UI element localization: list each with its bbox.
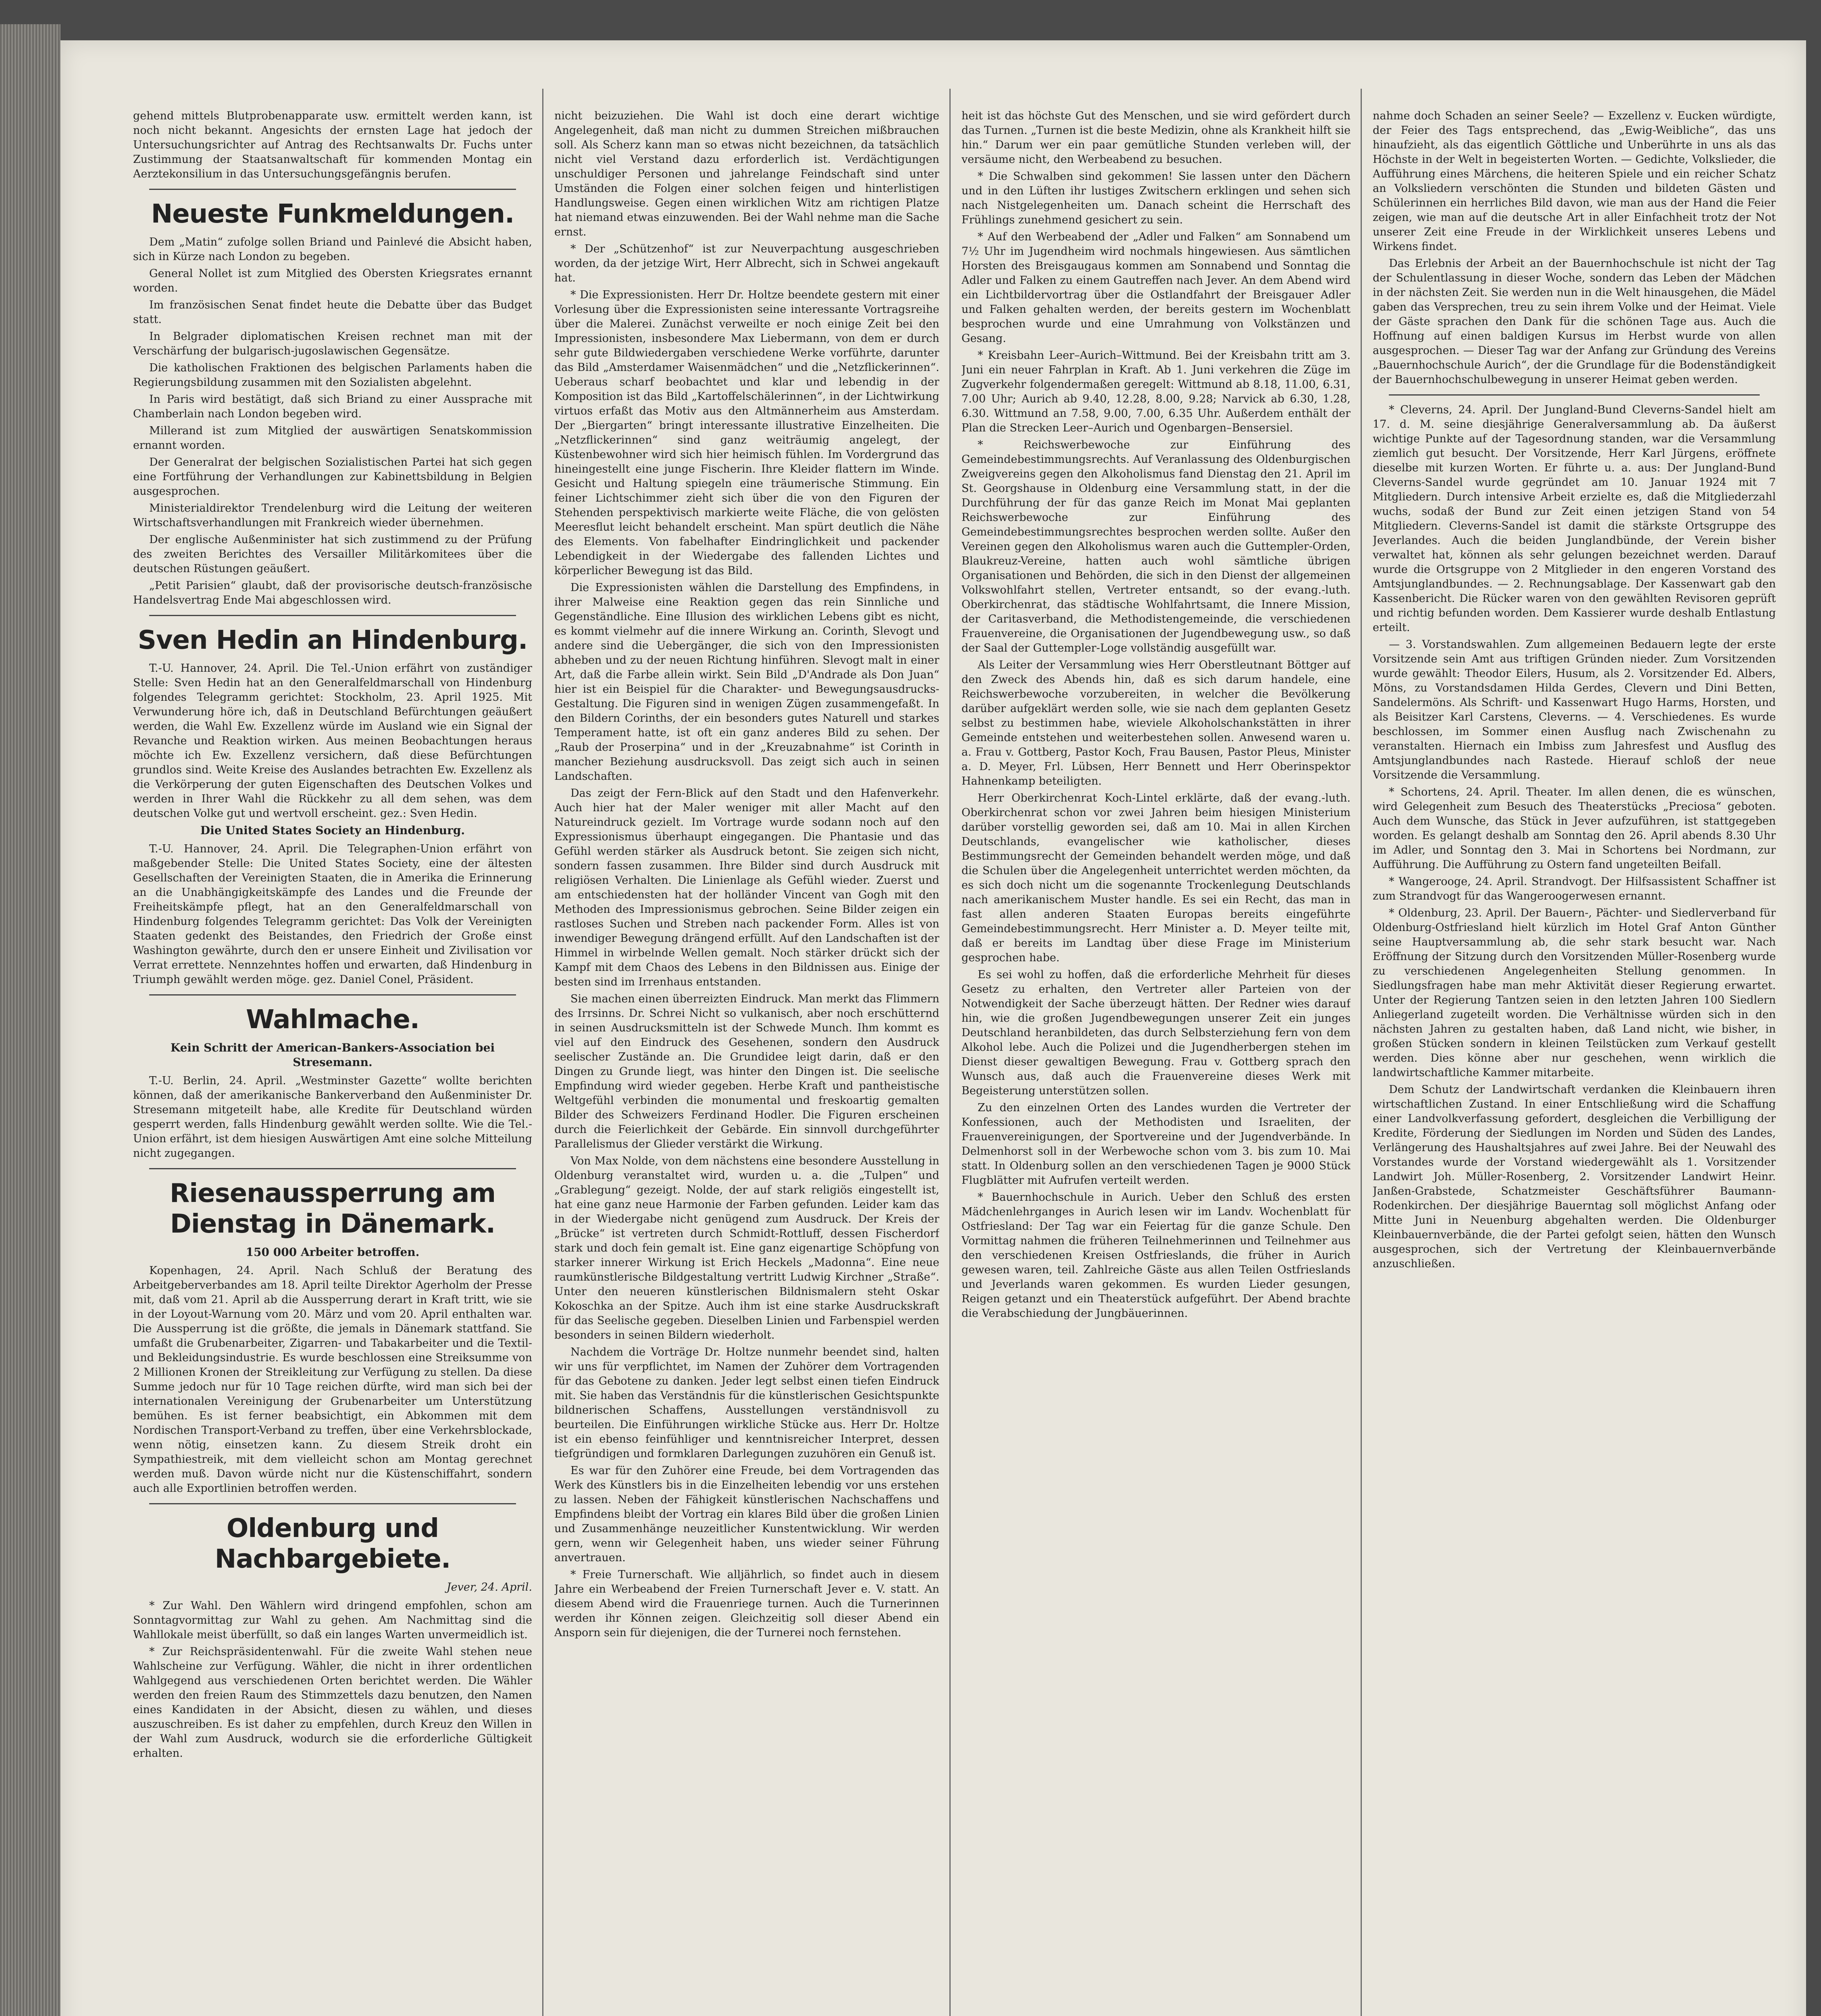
- article-paragraph: Als Leiter der Versammlung wies Herr Oberstleutnant Böttger auf den Zweck des Abends hin, daß es sich darum handele, eine Reichswerbewoche vorzubereiten, in welcher die Bevölkerung darüber aufgeklärt werden solle, wie sie nach dem geplanten Gesetz selbst zu bestimmen habe, wieviele Alkoholschankstätten in ihrer Gemeinde entstehen und weiterbestehen sollen. Anwesend waren u. a. Frau v. Gottberg, Pastor Koch, Frau Bausen, Pastor Pleus, Minister a. D. Meyer, Frl. Lübsen, Herr Bennett und Herr Oberinspektor Hahnenkamp beteiligten.: [961, 659, 1351, 787]
- article-paragraph: * Schortens, 24. April. Theater. Im allen denen, die es wünschen, wird Gelegenheit zum Besuch des Theaterstücks „Preciosa“ geboten. Auch dem Wunsche, das Stück in Jever aufzuführen, ist stattgegeben worden. Es gelangt deshalb am Sonntag den 26. April abends 8.30 Uhr im Adler, und Sonntag den 3. Mai in Schortens bei Nordmann, zur Aufführung. Die Aufführung zu Ostern fand ungeteilten Beifall.: [1373, 786, 1776, 871]
- article-paragraph: * Freie Turnerschaft. Wie alljährlich, so findet auch in diesem Jahre ein Werbeabend der Freien Turnerschaft Jever e. V. statt. An diesem Abend wird die Frauenriege turnen. Auch die Turnerinnen werden ihr Können zeigen. Gleichzeitig soll dieser Abend ein Ansporn sein für diejenigen, die der Turnerei noch fernstehen.: [554, 1568, 939, 1639]
- article-paragraph: * Reichswerbewoche zur Einführung des Gemeindebestimmungsrechts. Auf Veranlassung des Oldenburgischen Zweigvereins gegen den Alkoholismus fand Dienstag den 21. April im St. Georgshause in Oldenburg eine Versammlung statt, in der die Durchführung der für das ganze Reich im Monat Mai geplanten Reichswerbewoche zur Einführung des Gemeindebestimmungsrechtes besprochen werden sollte. Außer den Vereinen gegen den Alkoholismus waren auch die Guttempler-Orden, Blaukreuz-Vereine, hatten auch wohl sämtliche übrigen Organisationen und Behörden, die sich in den Dienst der allgemeinen Volkswohlfahrt stellen, Vertreter entsandt, so der evang.-luth. Oberkirchenrat, das städtische Wohlfahrtsamt, die Innere Mission, der Caritasverband, die Methodistengemeinde, die verschiedenen Frauenvereine, die Organisationen der Jugendbewegung usw., so daß der Saal der Guttempler-Loge vollständig ausgefüllt war.: [961, 439, 1351, 654]
- headline-riesenaussperrung: Riesenaussperrung am Dienstag in Dänemark.: [169, 1179, 496, 1239]
- article-paragraph: Das Erlebnis der Arbeit an der Bauernhochschule ist nicht der Tag der Schulentlassung in dieser Woche, sondern das Leben der Mädchen in der nächsten Zeit. Sie werden nun in die Welt hinausgehen, die Mädel gaben das Versprechen, treu zu sein ihrem Volke und der Heimat. Viele der Gäste sprachen den Dank für die schönen Tage aus. Auch die Hoffnung auf einen baldigen Kursus im Herbst wurde von allen ausgesprochen. — Dieser Tag war der Anfang zur Gründung des Vereins „Bauernhochschule Aurich“, der die Grundlage für die Bodenständigkeit der Bauernhochschulbewegung in unserer Heimat geben werden.: [1373, 257, 1776, 386]
- article-paragraph: Die katholischen Fraktionen des belgischen Parlaments haben die Regierungsbildung zusammen mit den Sozialisten abgelehnt.: [133, 362, 532, 389]
- column-rule: [1361, 89, 1362, 2016]
- column-3: [961, 109, 1351, 2016]
- headline-oldenburg: Oldenburg und Nachbargebiete.: [214, 1514, 451, 1574]
- article-paragraph: Zu den einzelnen Orten des Landes wurden die Vertreter der Konfessionen, auch der Methodisten und Israeliten, der Frauenvereinigungen, der Sportvereine und der Jugendverbände. In Delmenhorst soll in der Werbewoche schon vom 3. bis zum 10. Mai statt. In Oldenburg sollen an den verschiedenen Tagen je 9000 Stück Flugblätter mit Aufrufen verteilt werden.: [961, 1102, 1351, 1187]
- separator: [149, 189, 516, 190]
- article-paragraph: Sie machen einen überreizten Eindruck. Man merkt das Flimmern des Irrsinns. Dr. Schrei Nicht so vulkanisch, aber noch erschütternd in seinen Ausdrucksmitteln ist der Schwede Munch. Ihm kommt es viel auf den Eindruck des Gesehenen, sondern den Ausdruck seelischer Zustände an. Die Grundidee leigt darin, daß er den Dingen zu Grunde liegt, was hinter den Dingen ist. Die seelische Empfindung wird wieder gegeben. Herbe Kraft und pantheistische Weltgefühl verbinden die monumental und freskoartig gemalten Bilder des Schweizers Ferdinand Hodler. Die Figuren erscheinen durch die Feierlichkeit der Gebärde. Ein sinnvoll durchgeführter Parallelismus der Glieder verstärkt die Wirkung.: [554, 993, 939, 1150]
- article-paragraph: Der englische Außenminister hat sich zustimmend zu der Prüfung des zweiten Berichtes des Versailler Militärkomitees über die deutschen Rüstungen geäußert.: [133, 533, 532, 575]
- article-paragraph: * Bauernhochschule in Aurich. Ueber den Schluß des ersten Mädchenlehrganges in Aurich lesen wir im Landv. Wochenblatt für Ostfriesland: Der Tag war ein Feiertag für die ganze Schule. Den Vormittag nahmen die früheren Teilnehmerinnen und Teilnehmer aus den verschiedenen Kreisen Ostfrieslands, die früher in Aurich gewesen waren, teil. Zahlreiche Gäste aus allen Teilen Ostfrieslands und Jeverlands waren gekommen. Es wurden Lieder gesungen, Reigen getanzt und ein Theaterstück aufgeführt. Der Abend brachte die Verabschiedung der Jungbäuerinnen.: [961, 1191, 1351, 1320]
- column-rule: [949, 89, 951, 2016]
- article-paragraph: * Die Schwalben sind gekommen! Sie lassen unter den Dächern und in den Lüften ihr lustiges Zwitschern erklingen und sehen sich nach Nistgelegenheiten um. Danach scheint die Herrschaft des Frühlings zunehmend gesichert zu sein.: [961, 170, 1351, 226]
- dateline: Jever, 24. April.: [446, 1581, 532, 1593]
- article-paragraph: Im französischen Senat findet heute die Debatte über das Budget statt.: [133, 299, 532, 326]
- separator: [1389, 394, 1760, 396]
- article-paragraph: Kopenhagen, 24. April. Nach Schluß der Beratung des Arbeitgeberverbandes am 18. April teilte Direktor Agerholm der Presse mit, daß vom 21. April ab die Aussperrung derart in Kraft tritt, wie sie in der Loyout-Warnung vom 20. März und vom 20. April enthalten war. Die Aussperrung ist die größte, die jemals in Dänemark stattfand. Sie umfaßt die Grubenarbeiter, Zigarren- und Tabakarbeiter und die Textil- und Bekleidungsindustrie. Es wurde beschlossen eine Streiksumme von 2 Millionen Kronen der Streikleitung zur Verfügung zu stellen. Da diese Summe jedoch nur für 10 Tage reichen dürfte, wird man sich bei der internationalen Vereinigung der Grubenarbeiter um Unterstützung bemühen. Es ist ferner beabsichtigt, ein Abkommen mit dem Nordischen Transport-Verband zu treffen, über eine Verkehrsblockade, wenn nötig, einsetzen kann. Zu diesem Streik droht ein Sympathiestreik, mit dem vielleicht schon am Montag gerechnet werden muß. Davon würde nicht nur die Küstenschiffahrt, sondern auch alle Exportlinien betroffen werden.: [133, 1264, 532, 1495]
- article-paragraph: Die Expressionisten wählen die Darstellung des Empfindens, in ihrer Malweise eine Reaktion gegen das rein Sinnliche und Gegenständliche. Eine Illusion des wirklichen Lebens gibt es nicht, es kommt vielmehr auf die innere Wirkung an. Corinth, Slevogt und andere sind die Uebergänger, die sich von den Impressionisten abheben und zu der neuen Richtung hinführen. Slevogt malt in einer Art, daß die Farbe allein wirkt. Sein Bild „D'Andrade als Don Juan“ hier ist ein Beispiel für die Charakter- und Bewegungsausdrucks-Gestaltung. Die Figuren sind in wenigen Zügen zusammengefaßt. In den Bildern Corinths, der ein besonders gutes Naturell und starkes Temperament hatte, ist oft ein ganz anderes Bild zu sehen. Der „Raub der Proserpina“ und in der „Kreuzabnahme“ ist Corinth in mancher Beziehung ausdrucksvoll. Das zeigt sich auch in seinen Landschaften.: [554, 581, 939, 783]
- article-paragraph: In Paris wird bestätigt, daß sich Briand zu einer Aussprache mit Chamberlain nach London begeben wird.: [133, 393, 532, 420]
- separator: [149, 1168, 516, 1169]
- article-paragraph: Nachdem die Vorträge Dr. Holtze nunmehr beendet sind, halten wir uns für verpflichtet, im Namen der Zuhörer dem Vortragenden für das Gebotene zu danken. Jeder legt selbst einen tiefen Eindruck mit. Sie haben das Verständnis für die künstlerischen Gesichtspunkte bildnerischen Schaffens, Ausstellungen verständnisvoll zu beurteilen. Die Einführungen wirkliche Stücke aus. Herr Dr. Holtze ist ein ebenso feinfühliger und kenntnisreicher Interpret, dessen tiefgründigen und formklaren Darlegungen zuzuhören ein Genuß ist.: [554, 1346, 939, 1460]
- intro-text: gehend mittels Blutprobenapparate usw. ermittelt werden kann, ist noch nicht bekannt. Angesichts der ernsten Lage hat jedoch der Untersuchungsrichter auf Antrag des Rechtsanwalts Dr. Fuchs unter Zustimmung der Staatsanwaltschaft für kommenden Montag ein Aerztekonsilium in das Untersuchungsgefängnis berufen.: [133, 110, 532, 180]
- subheadline-riesenaussperrung: 150 000 Arbeiter betroffen.: [246, 1245, 420, 1259]
- article-paragraph: * Zur Reichspräsidentenwahl. Für die zweite Wahl stehen neue Wahlscheine zur Verfügung. Wähler, die nicht in ihrer ordentlichen Wahlgegend aus verschiedenen Orten berichtet werden. Die Wähler werden den freien Raum des Stimmzettels dazu benutzen, den Namen eines Kandidaten in der Absicht, diesen zu wählen, und dieses auszuschreiben. Es ist daher zu empfehlen, durch Kreuz den Willen in der Wahl zum Ausdruck, wodurch sie die erforderliche Gültigkeit erhalten.: [133, 1645, 532, 1760]
- article-paragraph: — 3. Vorstandswahlen. Zum allgemeinen Bedauern legte der erste Vorsitzende sein Amt aus triftigen Gründen nieder. Zum Vorsitzenden wurde gewählt: Theodor Eilers, Husum, als 2. Vorsitzender Ed. Albers, Möns, zu Vorstandsdamen Hilda Gerdes, Clevern und Dini Betten, Sandelermöns. Als Schrift- und Kassenwart Hugo Harms, Horsten, und als Beisitzer Karl Carstens, Cleverns. — 4. Verschiedenes. Es wurde beschlossen, im Sommer einen Ausflug nach Zwischenahn zu veranstalten. Hiernach ein Imbiss zum Jahresfest und Ausflug des Amtsjunglandbundes nach Rastede. Hierauf schloß der neue Vorsitzende die Versammlung.: [1373, 638, 1776, 781]
- article-paragraph: * Wangerooge, 24. April. Strandvogt. Der Hilfsassistent Schaffner ist zum Strandvogt für das Wangeroogerwesen ernannt.: [1373, 875, 1776, 902]
- subheadline-usa: Die United States Society an Hindenburg.: [200, 824, 465, 837]
- article-paragraph: Es sei wohl zu hoffen, daß die erforderliche Mehrheit für dieses Gesetz zu erhalten, den Vertreter aller Parteien von der Notwendigkeit der Sache überzeugt hätten. Der Redner wies darauf hin, wie die großen Jugendbewegungen unserer Zeit ein junges Deutschland heranbildeten, das durch Selbsterziehung fern von dem Alkohol lebe. Auch die Polizei und die Jugendherbergen stehen im Dienst dieser gewaltigen Bewegung. Frau v. Gottberg sprach den Wunsch aus, daß auch die Frauenvereine dieses Werk mit Begeisterung unterstützen sollen.: [961, 968, 1351, 1097]
- article-paragraph: T.-U. Berlin, 24. April. „Westminster Gazette“ wollte berichten können, daß der amerikanische Bankerverband den Außenminister Dr. Stresemann mitgeteilt habe, alle Kredite für Deutschland würden gesperrt werden, falls Hindenburg gewählt werden sollte. Wie die Tel.-Union erfährt, ist dem hiesigen Auswärtigen Amt eine solche Mitteilung nicht zugegangen.: [133, 1075, 532, 1160]
- article-paragraph: Es war für den Zuhörer eine Freude, bei dem Vortragenden das Werk des Künstlers bis in die Einzelheiten lebendig vor uns erstehen zu lassen. Neben der Fähigkeit künstlerischen Nachschaffens und Empfindens bleibt der Vortrag ein klares Bild über die großen Linien und Zusammenhänge neuzeitlicher Kunstentwicklung. Wir werden gern, wenn wir Gelegenheit haben, uns wieder seiner Führung anvertrauen.: [554, 1464, 939, 1564]
- article-paragraph: Von Max Nolde, von dem nächstens eine besondere Ausstellung in Oldenburg veranstaltet wird, wurden u. a. die „Tulpen“ und „Grablegung“ gezeigt. Nolde, der auf stark religiös eingestellt ist, hat eine ganz neue Harmonie der Farben gefunden. Leider kam das in der Wiedergabe nicht genügend zum Ausdruck. Der Kreis der „Brücke“ ist vertreten durch Schmidt-Rottluff, dessen Fischerdorf stark und doch fein gemalt ist. Eine ganz eigenartige Schöpfung von starker innerer Wirkung ist Erich Heckels „Madonna“. Eine neue raumkünstlerische Bildgestaltung vertritt Ludwig Kirchner „Straße“. Unter den neueren künstlerischen Bildnismalern steht Oskar Kokoschka an der Spitze. Auch ihm ist eine starke Ausdruckskraft für das Seelische gegeben. Dieselben Linien und Farbenspiel werden besonders in seinen Bildern wiederholt.: [554, 1155, 939, 1341]
- article-paragraph: General Nollet ist zum Mitglied des Obersten Kriegsrates ernannt worden.: [133, 267, 532, 294]
- article-paragraph: * Kreisbahn Leer–Aurich–Wittmund. Bei der Kreisbahn tritt am 3. Juni ein neuer Fahrplan in Kraft. Ab 1. Juni verkehren die Züge im Zugverkehr folgendermaßen geregelt: Wittmund ab 8.18, 11.00, 6.31, 7.00 Uhr; Aurich ab 9.40, 12.28, 8.00, 9.28; Narvick ab 6.30, 1.28, 6.30. Wittmund an 7.58, 9.00, 7.00, 6.35 Uhr. Außerdem enthält der Plan die Strecken Leer–Aurich und Ogenbargen–Bensersiel.: [961, 349, 1351, 434]
- article-paragraph: * Cleverns, 24. April. Der Jungland-Bund Cleverns-Sandel hielt am 17. d. M. seine diesjährige Generalversammlung ab. Da äußerst wichtige Punkte auf der Tagesordnung standen, war die Versammlung ziemlich gut besucht. Der Vorsitzende, Herr Karl Jürgens, eröffnete dieselbe mit kurzen Worten. Er führte u. a. aus: Der Jungland-Bund Cleverns-Sandel wurde gegründet am 10. Januar 1924 mit 7 Mitgliedern. Durch intensive Arbeit erzielte es, daß die Mitgliederzahl wuchs, sodaß der Bund zur Zeit einen jetzigen Stand von 54 Mitgliedern. Cleverns-Sandel ist damit die stärkste Ortsgruppe des Jeverlandes. Auch die beiden Junglandbünde, der Verein bisher verwaltet hat, können als sehr gelungen bezeichnet werden. Darauf wurde die Ortsgruppe von 2 Mitglieder in den engeren Vorstand des Amtsjunglandbundes. — 2. Rechnungsablage. Der Kassenwart gab den Kassenbericht. Die Rücker waren von den gewählten Revisoren geprüft und richtig befunden worden. Dem Kassierer wurde deshalb Entlastung erteilt.: [1373, 404, 1776, 634]
- article-paragraph: „Petit Parisien“ glaubt, daß der provisorische deutsch-französische Handelsvertrag Ende Mai abgeschlossen wird.: [133, 579, 532, 606]
- headline-hedin: Sven Hedin an Hindenburg.: [137, 625, 528, 655]
- article-paragraph: Ministerialdirektor Trendelenburg wird die Leitung der weiteren Wirtschaftsverhandlungen mit Frankreich wieder übernehmen.: [133, 502, 532, 529]
- article-paragraph: * Auf den Werbeabend der „Adler und Falken“ am Sonnabend um 7½ Uhr im Jugendheim wird nochmals hingewiesen. Aus sämtlichen Horsten des Breisgaugaus kommen am Sonnabend und Sonntag die Adler und Falken zu einem Gautreffen nach Jever. An dem Abend wird ein Lichtbildervortrag über die Ostlandfahrt der Breisgauer Adler und Falken gehalten werden, der bereits gestern im Wochenblatt besprochen wurde und eine Umrahmung von Volkstänzen und Gesang.: [961, 231, 1351, 345]
- article-paragraph: T.-U. Hannover, 24. April. Die Tel.-Union erfährt von zuständiger Stelle: Sven Hedin hat an den Generalfeldmarschall von Hindenburg folgendes Telegramm gerichtet: Stockholm, 23. April 1925. Mit Verwunderung höre ich, daß in Deutschland Befürchtungen geäußert werden, die Wahl Ew. Exzellenz würde im Ausland wie ein Signal der Revanche und Reaktion wirken. Aus meinen Beobachtungen heraus möchte ich Ew. Exzellenz versichern, daß diese Befürchtungen grundlos sind. Weite Kreise des Auslandes betrachten Ew. Exzellenz als die Verkörperung der guten Eigenschaften des Deutschen Volkes und werden in Ihrer Wahl die Rückkehr zu all dem sehen, was dem deutschen Volke gut und wertvoll erscheint. gez.: Sven Hedin.: [133, 662, 532, 820]
- article-paragraph: * Zur Wahl. Den Wählern wird dringend empfohlen, schon am Sonntagvormittag zur Wahl zu gehen. Am Nachmittag sind die Wahllokale meist überfüllt, so daß ein langes Warten unvermeidlich ist.: [133, 1599, 532, 1641]
- column-4: [1373, 109, 1776, 2016]
- article-paragraph: * Der „Schützenhof“ ist zur Neuverpachtung ausgeschrieben worden, da der jetzige Wirt, Herr Albrecht, sich in Schwei angekauft hat.: [554, 243, 939, 284]
- article-paragraph: nahme doch Schaden an seiner Seele? — Exzellenz v. Eucken würdigte, der Feier des Tags entsprechend, das „Ewig-Weibliche“, das uns hinaufzieht, als das eigentlich Göttliche und Unberührte in uns als das Höchste in der Welt in begeisterten Worten. — Gedichte, Volkslieder, die Aufführung eines Märchens, die heiteren Spiele und ein reicher Schatz an Volksliedern verschönten die Stunden und bildeten Gästen und Schülerinnen ein herrliches Bild davon, wie man aus der Hand die Feier zeigen, wie man auf die deutsche Art in aller Einfachheit trotz der Not unserer Zeit eine Freude in der Wirklichkeit unseres Lebens und Wirkens findet.: [1373, 110, 1776, 253]
- article-paragraph: * Die Expressionisten. Herr Dr. Holtze beendete gestern mit einer Vorlesung über die Expressionisten seine interessante Vortragsreihe über die Malerei. Zunächst verweilte er noch einige Zeit bei den Impressionisten, insbesondere Max Liebermann, von dem er durch sehr gute Bildwiedergaben verschiedene Werke vorführte, darunter das Bild „Amsterdamer Waisenmädchen“ und die „Netzflickerinnen“. Ueberaus scharf beobachtet und klar und lebendig in der Komposition ist das Bild „Kartoffelschälerinnen“, in der Lichtwirkung virtuos erfaßt das Motiv aus den Altmännerheim aus Amsterdam. Der „Biergarten“ bringt interessante illustrative Einzelheiten. Die „Netzflickerinnen“ sind ganz weiträumig angelegt, der Küstenbewohner wird sich hier heimisch fühlen. Im Vordergrund das hineingestellt eine junge Fischerin. Ihre Kleider flattern im Winde. Gesicht und Haltung spiegeln eine träumerische Stimmung. Ein feiner Lichtschimmer zieht sich über die von den Figuren der Stehenden perspektivisch markierte weite Fläche, die von gelösten Meeresflut leicht behandelt erscheint. Man spürt deutlich die Nähe des Elements. Von fabelhafter Eindringlichkeit und packender Lebendigkeit in der Wiedergabe des fallenden Lichtes und körperlicher Bewegung ist das Bild.: [554, 289, 939, 577]
- headline-wahlmache: Wahlmache.: [246, 1005, 420, 1035]
- headline-funkmeldungen: Neueste Funkmeldungen.: [151, 199, 514, 229]
- column-rule: [542, 89, 543, 2016]
- article-paragraph: Dem „Matin“ zufolge sollen Briand und Painlevé die Absicht haben, sich in Kürze nach London zu begeben.: [133, 236, 532, 263]
- separator: [149, 1503, 516, 1504]
- article-paragraph: Der Generalrat der belgischen Sozialistischen Partei hat sich gegen eine Fortführung der Verhandlungen zur Kabinettsbildung in Belgien ausgesprochen.: [133, 456, 532, 498]
- article-paragraph: Herr Oberkirchenrat Koch-Lintel erklärte, daß der evang.-luth. Oberkirchenrat schon vor zwei Jahren beim hiesigen Ministerium darüber vorstellig geworden sei, daß am 10. Mai in allen Kirchen Deutschlands, evangelischer wie katholischer, dieses Bestimmungsrecht der Gemeinden behandelt werden möge, und daß die Schulen über die Angelegenheit unterrichtet werden möchten, da es sich doch nicht um die sogenannte Trockenlegung Deutschlands nach amerikanischem Muster handle. Es sei ein Recht, das man in fast allen anderen Staaten Europas bereits eingeführte Gemeindebestimmungsrecht. Herr Minister a. D. Meyer teilte mit, daß er bereits im Landtag über diese Frage im Ministerium gesprochen habe.: [961, 792, 1351, 964]
- book-page-edges: [0, 24, 60, 2016]
- separator: [149, 994, 516, 996]
- article-paragraph: heit ist das höchste Gut des Menschen, und sie wird gefördert durch das Turnen. „Turnen ist die beste Medizin, ohne als Krankheit hilft sie hin.“ Darum wer ein paar gemütliche Stunden verleben will, der versäume nicht, den Werbeabend zu besuchen.: [961, 110, 1351, 166]
- article-paragraph: Dem Schutz der Landwirtschaft verdanken die Kleinbauern ihren wirtschaftlichen Zustand. In einer Entschließung wird die Schaffung einer Landvolkverfassung gefordert, desgleichen die Verbilligung der Kredite, Förderung der Siedlungen im Norden und Süden des Landes, Verlängerung des Haushaltsjahres auf zwei Jahre. Bei der Neuwahl des Vorstandes wurde der Vorstand wiedergewählt als 1. Vorsitzender Landwirt Joh. Müller-Rosenberg, 2. Vorsitzender Landwirt Heinr. Janßen-Grabstede, Schatzmeister Geschäftsführer Baumann-Rodenkirchen. Der diesjährige Bauerntag soll möglichst Anfang oder Mitte Juni in Neuenburg abgehalten werden. Die Oldenburger Kleinbauernverbände, die der Partei gefolgt seien, hätten den Wunsch ausgesprochen, sich der Vertretung der Kleinbauernverbände anzuschließen.: [1373, 1083, 1776, 1270]
- separator: [149, 615, 516, 616]
- newspaper-page: [60, 40, 1806, 2016]
- article-paragraph: T.-U. Hannover, 24. April. Die Telegraphen-Union erfährt von maßgebender Stelle: Die United States Society, eine der ältesten Gesellschaften der Vereinigten Staaten, die in Amerika die Erinnerung an die Unabhängigkeitskämpfe des Landes und die Freunde der Freiheitskämpfe pflegt, hat an den Generalfeldmarschall von Hindenburg folgendes Telegramm gerichtet: Das Volk der Vereinigten Staaten gedenkt des Beistandes, den Friedrich der Große einst Washington gewährte, durch den er unsere Einheit und Zivilisation vor Verrat errettete. Nennzehntes hoffen und erwarten, daß Hindenburg in Triumph gewählt werden möge. gez. Daniel Conel, Präsident.: [133, 843, 532, 986]
- article-paragraph: Das zeigt der Fern-Blick auf den Stadt und den Hafenverkehr. Auch hier hat der Maler weniger mit aller Macht auf den Natureindruck gezielt. Im Vortrage wurde sodann noch auf den Expressionismus überhaupt eingegangen. Die Phantasie und das Gefühl werden stärker als Ausdruck betont. Sie zeigen sich nicht, sondern fassen zusammen. Ihre Bilder sind durch Ausdruck mit religiösen Verhalten. Die Linienlage als Gefühl wieder. Zuerst und am entschiedensten hat der holländer Vincent van Gogh mit den Methoden des Impressionismus gebrochen. Seine Bilder zeigen ein rastloses Suchen und Streben nach packender Form. Alles ist von inwendiger Bewegung drängend erfüllt. Auf den Landschaften ist der Himmel in wirbelnde Wellen gemalt. Noch stärker drückt sich der Kampf mit dem Chaos des Lebens in den Bildnissen aus. Einige der besten sind im Irrenhaus entstanden.: [554, 787, 939, 988]
- article-paragraph: Millerand ist zum Mitglied der auswärtigen Senatskommission ernannt worden.: [133, 425, 532, 452]
- article-paragraph: nicht beizuziehen. Die Wahl ist doch eine derart wichtige Angelegenheit, daß man nicht zu dummen Streichen mißbrauchen soll. Als Scherz kann man so etwas nicht bezeichnen, da tatsächlich nicht viel Verstand dazu erforderlich ist. Verdächtigungen unschuldiger Personen und jahrelange Feindschaft sind unter Umständen die Folgen einer solchen feigen und hinterlistigen Handlungsweise. Gegen einen wirklichen Witz am richtigen Platze hat niemand etwas einzuwenden. Bei der Wahl nehme man die Sache ernst.: [554, 110, 939, 238]
- article-paragraph: In Belgrader diplomatischen Kreisen rechnet man mit der Verschärfung der bulgarisch-jugoslawischen Gegensätze.: [133, 330, 532, 357]
- article-paragraph: * Oldenburg, 23. April. Der Bauern-, Pächter- und Siedlerverband für Oldenburg-Ostfriesland hielt kürzlich im Hotel Graf Anton Günther seine Hauptversammlung ab, die sehr stark besucht war. Nach Eröffnung der Sitzung durch den Vorsitzenden Müller-Rosenberg wurde zu verschiedenen Angelegenheiten Stellung genommen. In Siedlungsfragen habe man mehr Aktivität dieser Regierung erwartet. Unter der Regierung Tantzen seien in den letzten Jahren 100 Siedlern Anliegerland zugeteilt worden. Die Verhältnisse würden sich in den nächsten Jahren zu gestalten haben, daß Land nicht, wie bisher, in großen Stücken sondern in kleinen Teilstücken zum Verkauf gestellt werden. Dies könne aber nur geschehen, wenn wirklich die landwirtschaftliche Kammer mitarbeite.: [1373, 907, 1776, 1079]
- column-1: [133, 109, 532, 2016]
- column-2: [554, 109, 939, 2016]
- subheadline-wahlmache: Kein Schritt der American-Bankers-Association bei Stresemann.: [170, 1041, 495, 1069]
